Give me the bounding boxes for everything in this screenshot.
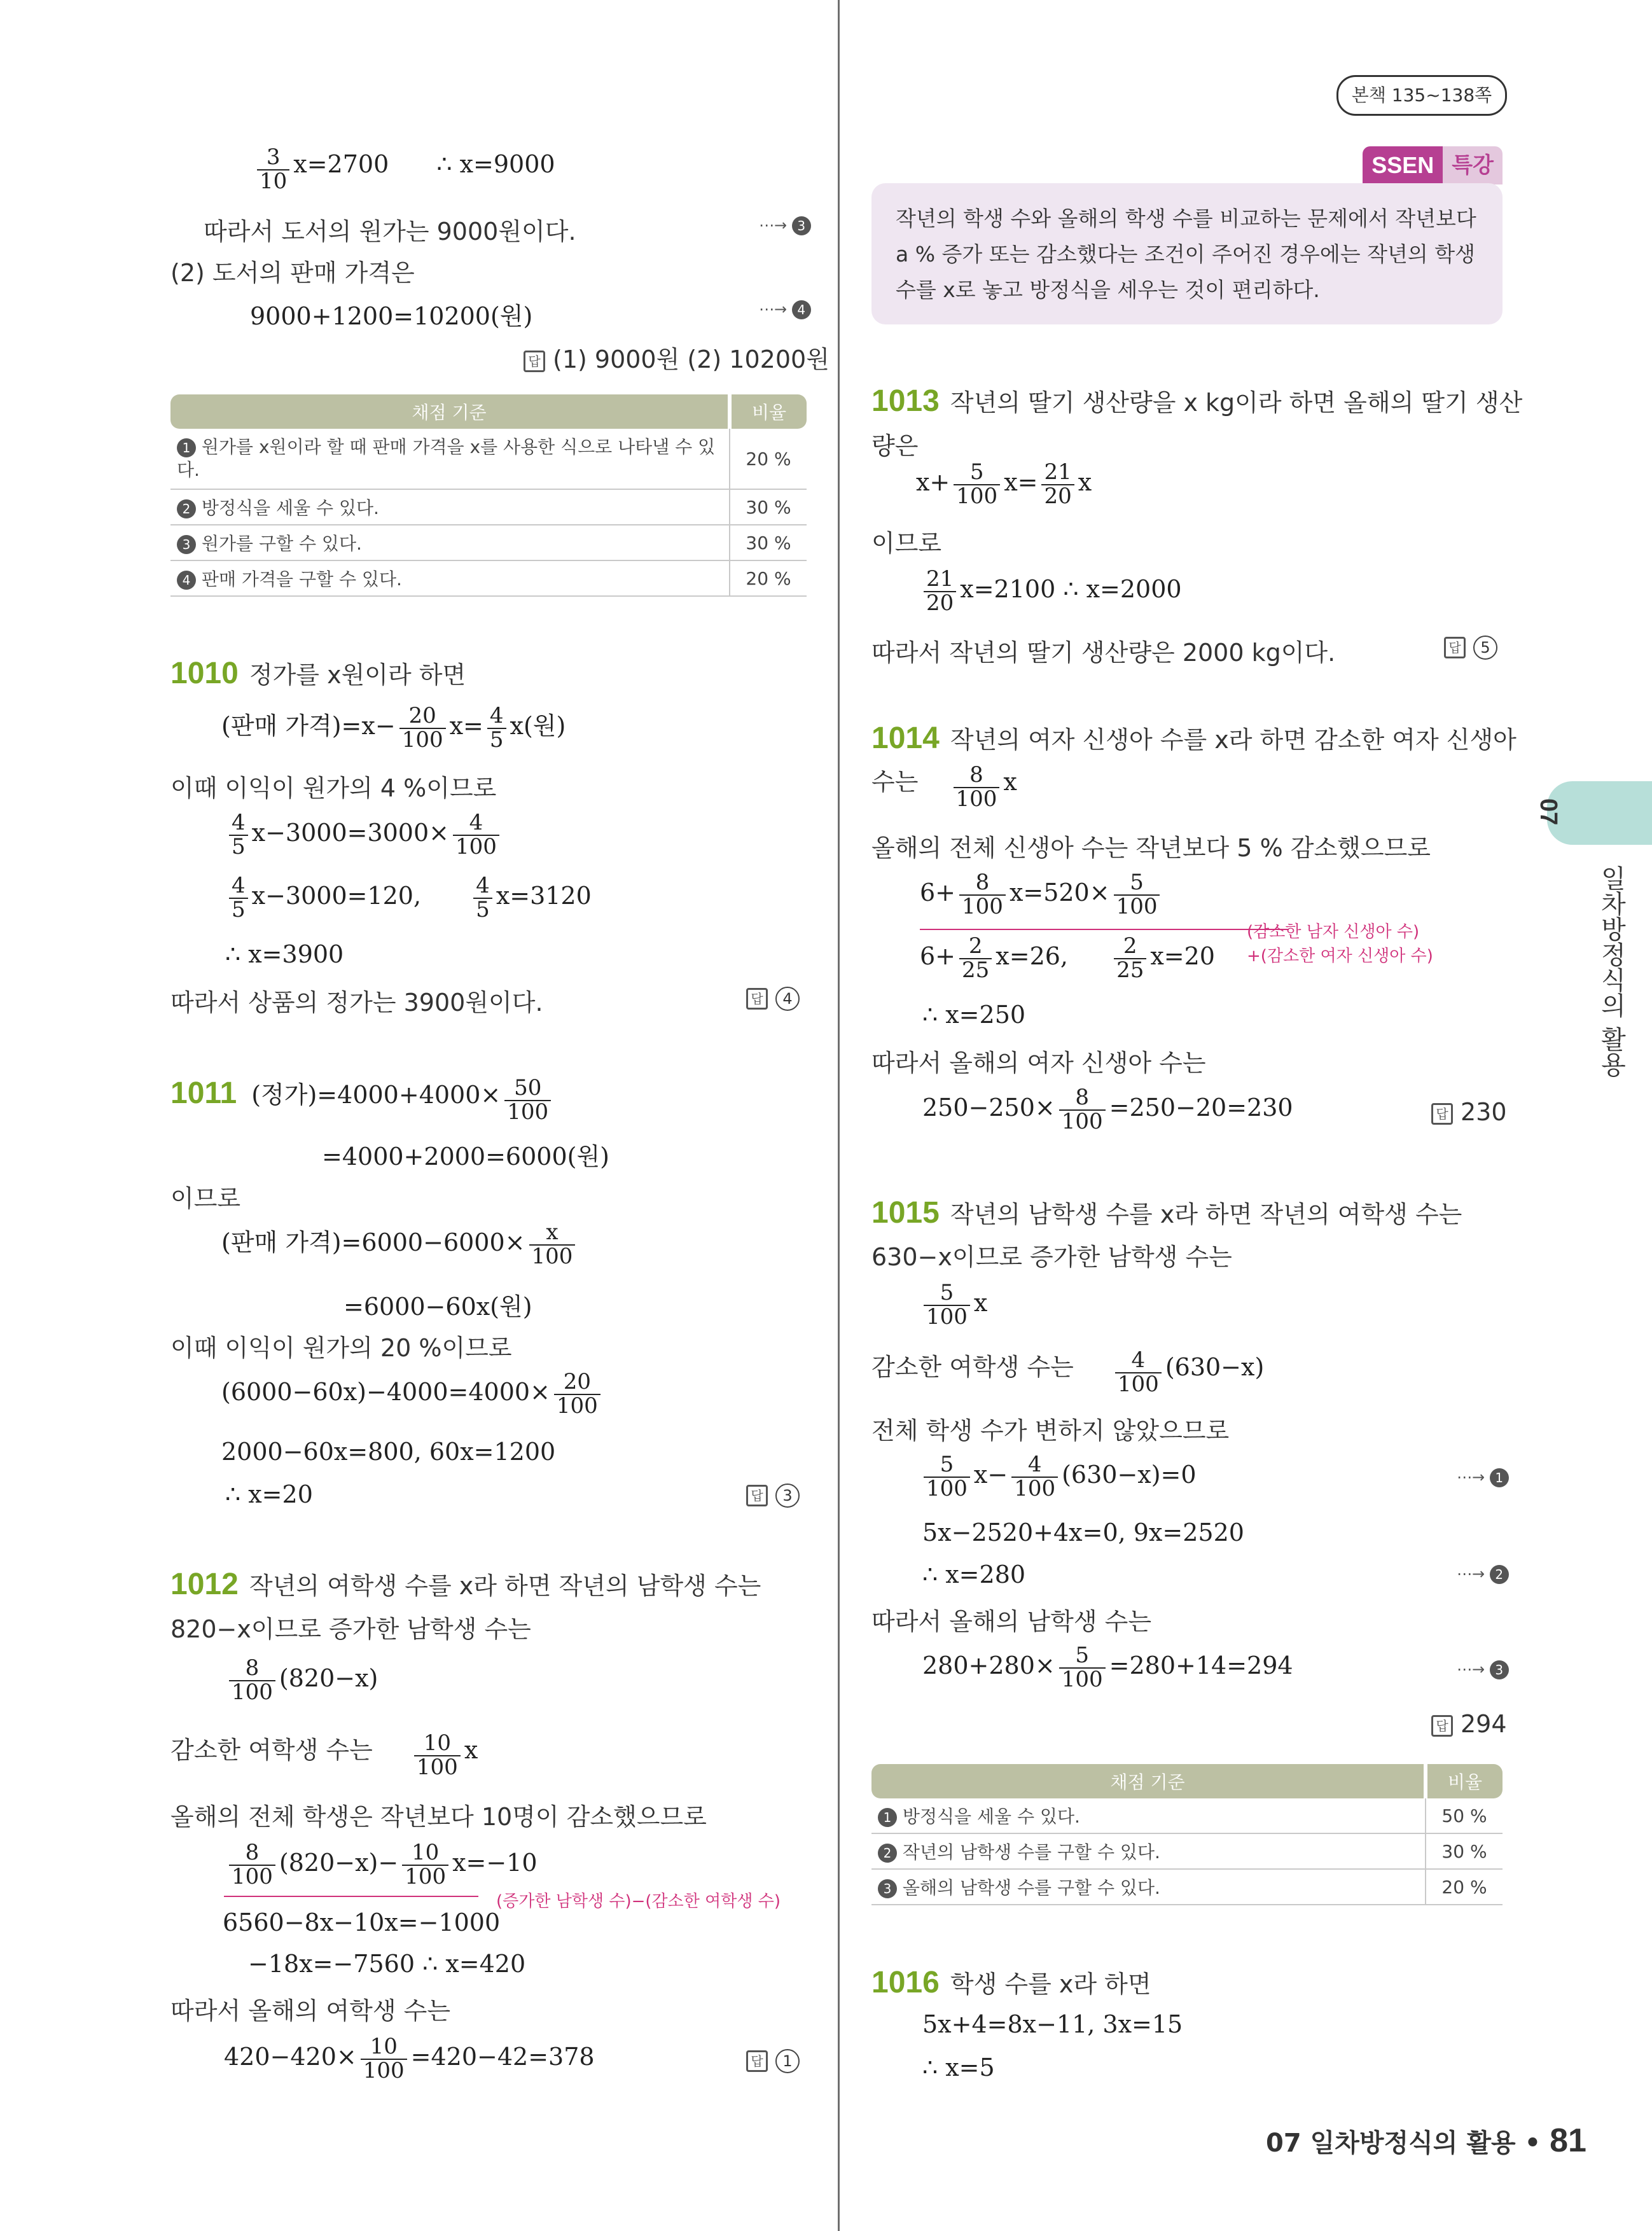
problem-number: 1013: [871, 384, 940, 418]
eq-line: 감소한 여학생 수는 $\frac{4}{100}$ (630−x): [871, 1347, 1265, 1397]
step-marker: ⋯→ 4: [759, 300, 811, 319]
eq-line: 6+ $\frac{8}{100}$ x=520× $\frac{5}{100}$: [920, 872, 1163, 918]
body-text: (2) 도서의 판매 가격은: [170, 259, 415, 287]
eq-text: 2000−60x=800, 60x=1200: [221, 1438, 556, 1466]
page-reference-badge: 본책 135~138쪽: [1336, 75, 1507, 116]
answer: 답 294: [1431, 1710, 1507, 1738]
body-text: 따라서 올해의 남학생 수는: [871, 1608, 1152, 1636]
body-text: 따라서 도서의 원가는 9000원이다.: [204, 218, 576, 246]
body-text: 이므로: [871, 529, 942, 557]
eq-text: ∴ x=20: [225, 1480, 313, 1508]
eq-line: 420−420× $\frac{10}{100}$ =420−42=378: [224, 2034, 595, 2083]
eq-line: $\frac{5}{100}$ x: [920, 1282, 987, 1328]
eq-line: $\frac{8}{100}$ (820−x): [225, 1657, 378, 1704]
body-text: 따라서 올해의 여자 신생아 수는: [871, 1049, 1206, 1077]
eq-line: $\frac{4}{5}$ x−3000=3000× $\frac{4}{100}$: [225, 812, 503, 858]
problem-number: 1012: [170, 1567, 239, 1601]
body-text: 작년의 남학생 수를 x라 하면 작년의 여학생 수는: [950, 1200, 1462, 1228]
chapter-number: 07: [1535, 798, 1562, 826]
fraction: $\frac{3}{10}$: [257, 146, 289, 193]
answer: 답 4: [746, 983, 800, 1011]
body-text: 따라서 작년의 딸기 생산량은 2000 kg이다.: [871, 639, 1336, 667]
eq-text: 5x−2520+4x=0, 9x=2520: [922, 1519, 1244, 1546]
eq-text: x=2700: [293, 150, 389, 179]
answer-icon: 답: [746, 1485, 768, 1506]
footer-chapter: 07 일차방정식의 활용: [1266, 2129, 1516, 2158]
scoring-table: [170, 394, 807, 597]
tip-text: 작년의 학생 수와 올해의 학생 수를 비교하는 문제에서 작년보다: [896, 206, 1476, 231]
answer: 답 1: [746, 2045, 800, 2073]
eq-text: ∴ x=3900: [225, 940, 344, 968]
problem-1011: 1011 (정가)=4000+4000× $\frac{50}{100}$: [170, 1075, 555, 1123]
eq-line: (판매 가격)=6000−6000× $\frac{x}{100}$: [221, 1221, 579, 1268]
eq-text: ∴ x=9000: [436, 150, 555, 179]
body-text: 작년의 여자 신생아 수를 x라 하면 감소한 여자 신생아: [950, 726, 1517, 754]
eq-line: 수는 $\frac{8}{100}$ x: [871, 761, 1017, 812]
ssen-tag: SSEN 특강: [1363, 146, 1503, 184]
chapter-side-tab: [1547, 781, 1652, 845]
body-text: 량은: [871, 432, 919, 460]
problem-number: 1010: [170, 657, 239, 690]
body-text: 이므로: [170, 1185, 241, 1213]
scoring-table: [871, 1764, 1503, 1905]
problem-number: 1015: [871, 1196, 940, 1230]
table-row: 2 작년의 남학생 수를 구할 수 있다. 30 %: [871, 1833, 1503, 1869]
answer: 답 5: [1444, 632, 1497, 660]
eq-line: (6000−60x)−4000=4000× $\frac{20}{100}$: [221, 1371, 604, 1417]
body-text: 따라서 상품의 정가는 3900원이다.: [170, 989, 543, 1017]
table-header: 채점 기준: [871, 1764, 1426, 1798]
body-text: 학생 수를 x라 하면: [950, 1970, 1151, 1998]
step-marker: ⋯→ 2: [1457, 1565, 1509, 1584]
answer-icon: 답: [1444, 637, 1466, 658]
annotation-underline: [920, 929, 1289, 930]
table-row: 1 방정식을 세울 수 있다. 50 %: [871, 1798, 1503, 1833]
table-row: 4 판매 가격을 구할 수 있다. 20 %: [170, 560, 807, 596]
eq-line: $\frac{8}{100}$ (820−x)− $\frac{10}{100}$ x=−10: [225, 1842, 538, 1888]
body-text: 이때 이익이 원가의 20 %이므로: [170, 1334, 512, 1362]
eq-line: $\frac{5}{100}$ x− $\frac{4}{100}$ (630−x)=0: [920, 1454, 1197, 1500]
annotation-note: (감소한 남자 신생아 수): [1247, 922, 1420, 942]
column-divider: [838, 0, 840, 2231]
eq-text: −18x=−7560 ∴ x=420: [248, 1950, 526, 1978]
body-text: 올해의 전체 신생아 수는 작년보다 5 % 감소했으므로: [871, 834, 1431, 862]
page-footer: [1266, 2122, 1586, 2160]
table-row: 3 원가를 구할 수 있다. 30 %: [170, 525, 807, 560]
body-text: 정가를 x원이라 하면: [249, 661, 466, 689]
eq-text: ∴ x=280: [922, 1560, 1026, 1588]
eq-text: 9000+1200=10200(원): [250, 302, 533, 330]
tip-text: a % 증가 또는 감소했다는 조건이 주어진 경우에는 작년의 학생: [896, 242, 1476, 267]
problem-1013: [871, 383, 1522, 419]
ssen-tip-box: [871, 183, 1503, 324]
step-marker: ⋯→ 3: [1457, 1660, 1509, 1679]
table-header: 비율: [1426, 1764, 1503, 1798]
answer-icon: 답: [524, 351, 545, 372]
eq-line: [253, 146, 555, 193]
answer-icon: 답: [746, 2050, 768, 2072]
eq-line: $\frac{21}{20}$ x=2100 ∴ x=2000: [920, 568, 1182, 615]
body-text: 이때 이익이 원가의 4 %이므로: [170, 774, 497, 802]
body-text: 작년의 여학생 수를 x라 하면 작년의 남학생 수는: [249, 1572, 761, 1600]
problem-1014: [871, 720, 1517, 756]
eq-text: 5x+4=8x−11, 3x=15: [922, 2010, 1183, 2038]
problem-number: 1014: [871, 721, 940, 755]
annotation-note: (증가한 남학생 수)−(감소한 여학생 수): [496, 1892, 781, 1911]
answer: 답 (1) 9000원 (2) 10200원: [524, 340, 829, 375]
answer-icon: 답: [1431, 1715, 1453, 1737]
page-number: 81: [1550, 2122, 1586, 2159]
body-text: 820−x이므로 증가한 남학생 수는: [170, 1615, 531, 1643]
eq-line: $\frac{4}{5}$ x−3000=120, $\frac{4}{5}$ x=3120: [225, 875, 592, 921]
eq-text: ∴ x=250: [922, 1001, 1026, 1029]
eq-line: 280+280× $\frac{5}{100}$ =280+14=294: [922, 1643, 1293, 1692]
answer: 답 3: [746, 1480, 800, 1508]
eq-text: =6000−60x(원): [344, 1293, 532, 1321]
problem-number: 1011: [170, 1076, 237, 1110]
problem-1012: [170, 1566, 761, 1602]
answer: 답 230: [1431, 1098, 1507, 1126]
body-text: 630−x이므로 증가한 남학생 수는: [871, 1243, 1232, 1271]
body-text: 작년의 딸기 생산량을 x kg이라 하면 올해의 딸기 생산: [950, 389, 1523, 417]
table-row: 3 올해의 남학생 수를 구할 수 있다. 20 %: [871, 1869, 1503, 1905]
eq-line: 감소한 여학생 수는 $\frac{10}{100}$ x: [170, 1730, 478, 1780]
problem-number: 1016: [871, 1966, 940, 1999]
step-marker: ⋯→ 3: [759, 216, 811, 235]
answer-icon: 답: [1431, 1103, 1453, 1125]
body-text: 전체 학생 수가 변하지 않았으므로: [871, 1417, 1230, 1445]
eq-line: x+ $\frac{5}{100}$ x= $\frac{21}{20}$ x: [916, 459, 1092, 509]
problem-1015: [871, 1195, 1462, 1230]
table-header: 채점 기준: [170, 394, 730, 429]
table-header: 비율: [730, 394, 807, 429]
eq-text: 6560−8x−10x=−1000: [223, 1908, 501, 1936]
eq-text: ∴ x=5: [922, 2054, 995, 2082]
step-marker: ⋯→ 1: [1457, 1468, 1509, 1487]
problem-1016: [871, 1964, 1151, 2000]
table-row: 2 방정식을 세울 수 있다. 30 %: [170, 489, 807, 525]
body-text: 따라서 올해의 여학생 수는: [170, 1997, 451, 2025]
annotation-note: +(감소한 여자 신생아 수): [1247, 947, 1433, 966]
eq-line: (판매 가격)=x− $\frac{20}{100}$ x= $\frac{4}{5}$ x(원): [221, 703, 566, 753]
body-text: 올해의 전체 학생은 작년보다 10명이 감소했으므로: [170, 1803, 707, 1831]
annotation-underline: [224, 1896, 478, 1897]
footer-dot: •: [1524, 2129, 1541, 2158]
eq-line: 250−250× $\frac{8}{100}$ =250−20=230: [922, 1085, 1293, 1134]
tip-text: 수를 x로 놓고 방정식을 세우는 것이 편리하다.: [896, 277, 1320, 302]
problem-1010: [170, 655, 466, 691]
answer-icon: 답: [746, 988, 768, 1010]
table-row: 1 원가를 x원이라 할 때 판매 가격을 x를 사용한 식으로 나타낼 수 있다. 20 %: [170, 429, 807, 489]
chapter-title: 일차방정식의 활용: [1597, 865, 1626, 1077]
eq-text: =4000+2000=6000(원): [322, 1143, 609, 1171]
eq-line: 6+ $\frac{2}{25}$ x=26, $\frac{2}{25}$ x=20: [920, 933, 1215, 983]
